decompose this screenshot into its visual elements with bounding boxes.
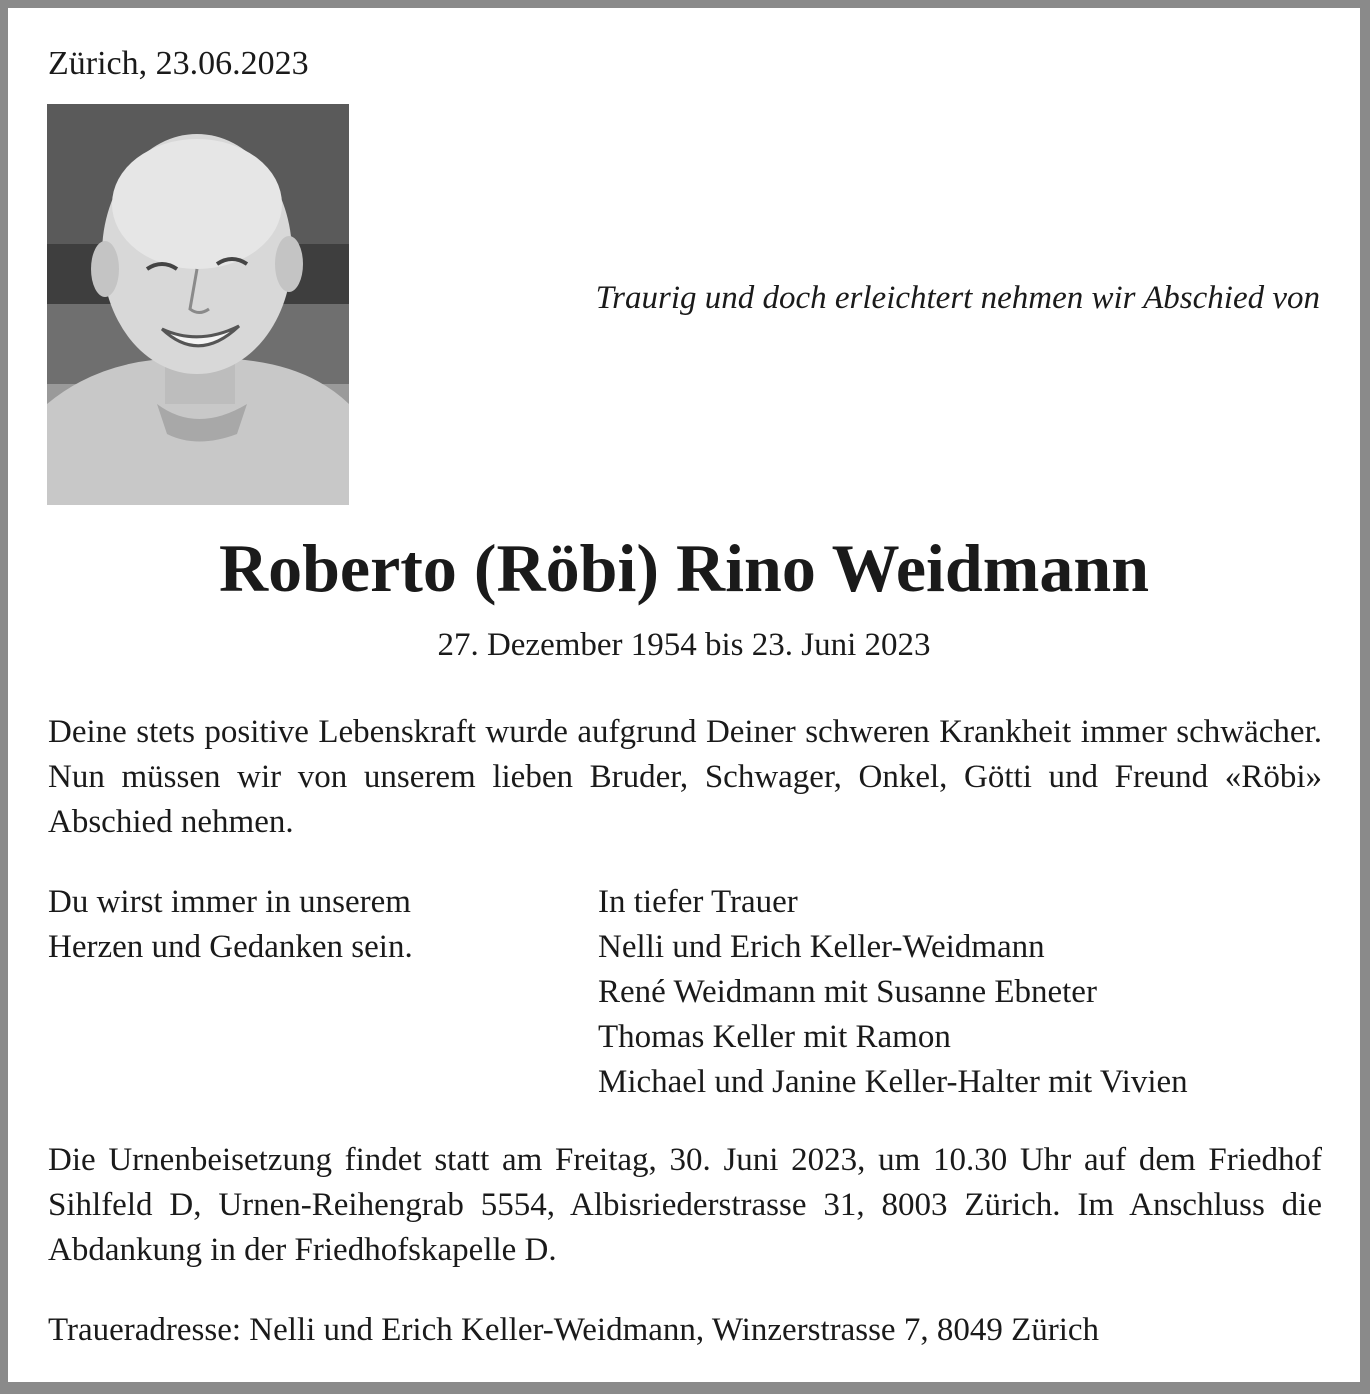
mourners-block [598, 880, 1188, 1105]
mourning-address: Traueradresse: Nelli und Erich Keller-Weidmann, Winzerstrasse 7, 8049 Zürich [48, 1312, 1100, 1348]
intro-text: Traurig und doch erleichtert nehmen wir Abschied von [595, 280, 1320, 316]
portrait-photo [47, 104, 349, 505]
life-dates: 27. Dezember 1954 bis 23. Juni 2023 [437, 627, 931, 663]
quote-line: Herzen und Gedanken sein. [48, 929, 413, 965]
mourner-line: Michael und Janine Keller-Halter mit Vivien [598, 1064, 1188, 1100]
mourner-line: Nelli und Erich Keller-Weidmann [598, 929, 1045, 965]
quote-block [48, 880, 413, 970]
mourner-line: René Weidmann mit Susanne Ebneter [598, 974, 1097, 1010]
place-date: Zürich, 23.06.2023 [48, 45, 309, 82]
quote-line: Du wirst immer in unserem [48, 884, 411, 920]
obituary-card [8, 8, 1360, 1382]
mourner-line: Thomas Keller mit Ramon [598, 1019, 951, 1055]
deceased-name: Roberto (Röbi) Rino Weidmann [218, 530, 1150, 606]
funeral-info-paragraph: Die Urnenbeisetzung findet statt am Freitag, 30. Juni 2023, um 10.30 Uhr auf dem Friedhof Sihlfeld D, Urnen-Reihengrab 5554, Albisriederstrasse 31, 8003 Zürich. Im Anschluss die Abdankung in der Friedhofskapelle D. [48, 1142, 1322, 1268]
message-paragraph: Deine stets positive Lebenskraft wurde aufgrund Deiner schweren Krankheit immer schwächer. Nun müssen wir von unserem lieben Bruder, Schwager, Onkel, Götti und Freund «Röbi» Abschied nehmen. [48, 714, 1322, 840]
mourners-heading: In tiefer Trauer [598, 884, 798, 920]
